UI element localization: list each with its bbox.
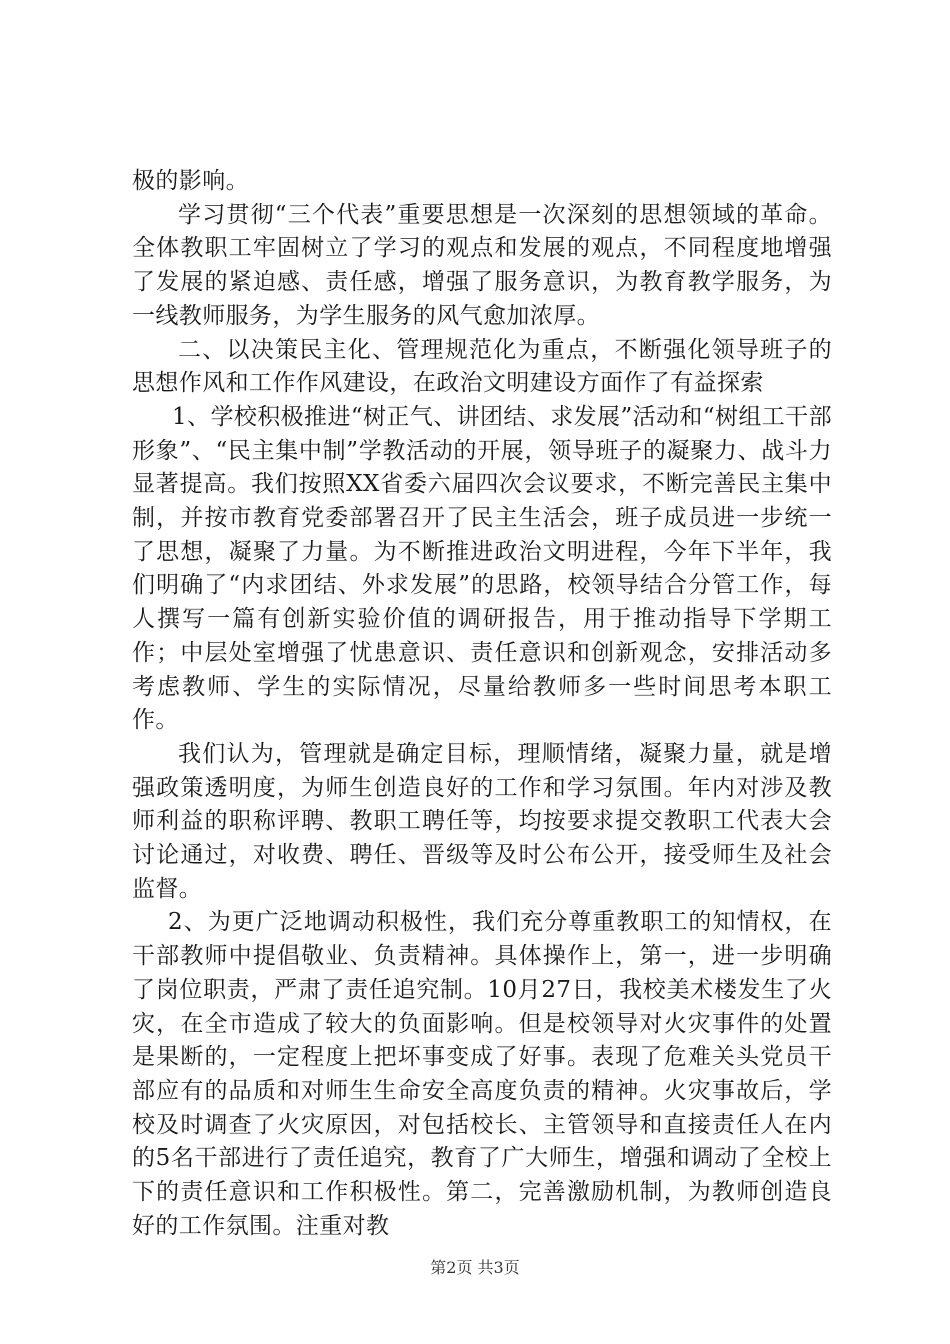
paragraph-item-2: 2、为更广泛地调动积极性，我们充分尊重教职工的知情权，在干部教师中提倡敬业、负责精神。具体操作上，第一，进一步明确了岗位职责，严肃了责任追究制。10月27日，我校美术楼发生了火灾，在全市造成了较大的负面影响。但是校领导对火灾事件的处置是果断的，一定程度上把坏事变成了好事。表现了危难关头党员干部应有的品质和对师生生命安全高度负责的精神。火灾事故后，学校及时调查了火灾原因，对包括校长、主管领导和直接责任人在内的5名干部进行了责任追究，教育了广大师生，增强和调动了全校上下的责任意识和工作积极性。第二，完善激励机制，为教师创造良好的工作氛围。注重对教 <box>132 909 832 1239</box>
paragraph-three-represents: 学习贯彻“三个代表”重要思想是一次深刻的思想领域的革命。全体教职工牢固树立了学习的观点和发展的观点，不同程度地增强了发展的紧迫感、责任感，增强了服务意识，为教育教学服务，为一线教师服务，为学生服务的风气愈加浓厚。 <box>132 201 832 329</box>
section-heading-two: 二、以决策民主化、管理规范化为重点，不断强化领导班子的思想作风和工作作风建设，在政治文明建设方面作了有益探索 <box>132 336 832 397</box>
paragraph-continuation: 极的影响。 <box>132 168 249 194</box>
document-body <box>132 165 832 1244</box>
paragraph-management: 我们认为，管理就是确定目标，理顺情绪，凝聚力量，就是增强政策透明度，为师生创造良好的工作和学习氛围。年内对涉及教师利益的职称评聘、教职工聘任等，均按要求提交教职工代表大会讨论通过，对收费、聘任、晋级等及时公布公开，接受师生及社会监督。 <box>132 740 832 902</box>
paragraph-item-1: 1、学校积极推进“树正气、讲团结、求发展”活动和“树组工干部形象”、“民主集中制”学教活动的开展，领导班子的凝聚力、战斗力显著提高。我们按照XX省委六届四次会议要求，不断完善民主集中制，并按市教育党委部署召开了民主生活会，班子成员进一步统一了思想，凝聚了力量。为不断推进政治文明进程，今年下半年，我们明确了“内求团结、外求发展”的思路，校领导结合分管工作，每人撰写一篇有创新实验价值的调研报告，用于推动指导下学期工作；中层处室增强了忧患意识、责任意识和创新观念，安排活动多考虑教师、学生的实际情况，尽量给教师多一些时间思考本职工作。 <box>132 403 832 734</box>
page-footer: 第2页 共3页 <box>430 1258 520 1277</box>
